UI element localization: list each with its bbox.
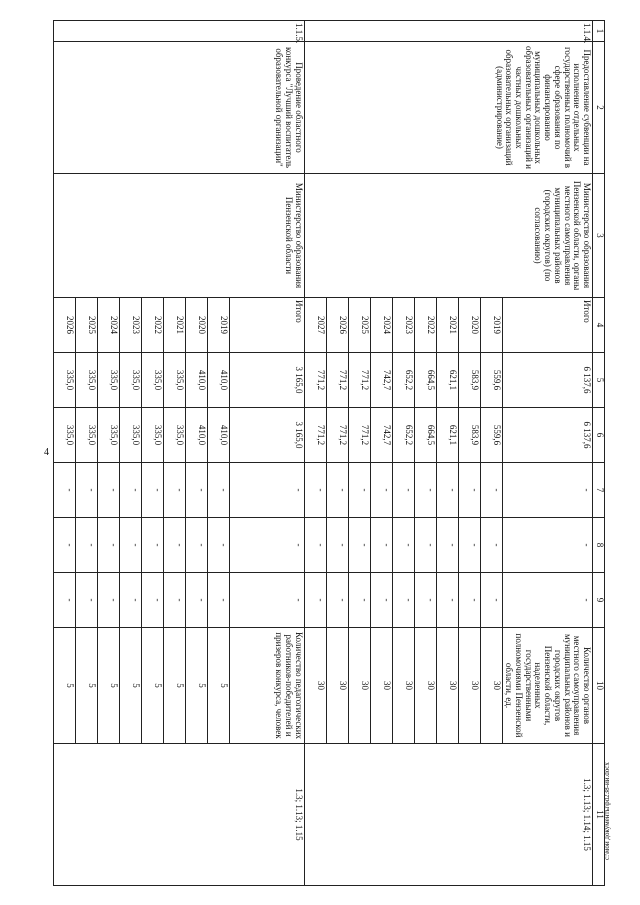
value-c9: - bbox=[119, 573, 141, 628]
total-c7: - bbox=[502, 463, 592, 518]
value-c5: 771,2 bbox=[326, 353, 348, 408]
page-number: 4 bbox=[44, 447, 49, 458]
value-c8: - bbox=[207, 518, 229, 573]
value-c7: - bbox=[480, 463, 502, 518]
value-c10: 30 bbox=[304, 628, 326, 744]
column-number: 10 bbox=[593, 628, 605, 744]
activity-name: Проведение областного конкурса "Лучший воспитатель образовательной организации" bbox=[53, 42, 304, 174]
value-c5: 410,0 bbox=[207, 353, 229, 408]
column-number: 3 bbox=[593, 174, 605, 298]
value-c6: 771,2 bbox=[348, 408, 370, 463]
indicator-name: Количество органов местного самоуправления муниципальных районов и городских округов Пензенской области, наделенных государственными полномочиями Пензенской области, ед. bbox=[502, 628, 592, 744]
activity-number: 1.1.5. bbox=[53, 21, 304, 42]
year-cell: 2024 bbox=[97, 298, 119, 353]
value-c7: - bbox=[348, 463, 370, 518]
value-c8: - bbox=[97, 518, 119, 573]
value-c10: 30 bbox=[458, 628, 480, 744]
value-c10: 30 bbox=[348, 628, 370, 744]
value-c7: - bbox=[207, 463, 229, 518]
year-cell: 2022 bbox=[141, 298, 163, 353]
total-c9: - bbox=[502, 573, 592, 628]
value-c5: 335,0 bbox=[75, 353, 97, 408]
value-c5: 335,0 bbox=[53, 353, 75, 408]
value-c9: - bbox=[75, 573, 97, 628]
value-c10: 30 bbox=[370, 628, 392, 744]
value-c6: 771,2 bbox=[304, 408, 326, 463]
total-c5: 3 165,0 bbox=[229, 353, 304, 408]
year-cell: 2020 bbox=[458, 298, 480, 353]
value-c7: - bbox=[436, 463, 458, 518]
value-c5: 583,9 bbox=[458, 353, 480, 408]
value-c7: - bbox=[185, 463, 207, 518]
value-c10: 5 bbox=[53, 628, 75, 744]
total-c7: - bbox=[229, 463, 304, 518]
value-c6: 742,7 bbox=[370, 408, 392, 463]
value-c6: 559,6 bbox=[480, 408, 502, 463]
value-c5: 335,0 bbox=[141, 353, 163, 408]
year-cell: 2023 bbox=[392, 298, 414, 353]
column-number: 8 bbox=[593, 518, 605, 573]
value-c7: - bbox=[326, 463, 348, 518]
column-number: 4 bbox=[593, 298, 605, 353]
related-indicators: 1.3; 1.13; 1.14; 1.15 bbox=[304, 744, 592, 886]
value-c5: 771,2 bbox=[304, 353, 326, 408]
year-cell: 2025 bbox=[75, 298, 97, 353]
value-c10: 5 bbox=[185, 628, 207, 744]
activity-number: 1.1.4. bbox=[304, 21, 592, 42]
value-c6: 664,5 bbox=[414, 408, 436, 463]
value-c10: 5 bbox=[141, 628, 163, 744]
program-activities-table bbox=[53, 20, 605, 886]
value-c10: 30 bbox=[480, 628, 502, 744]
value-c5: 335,0 bbox=[163, 353, 185, 408]
value-c8: - bbox=[75, 518, 97, 573]
column-number: 11 bbox=[593, 744, 605, 886]
value-c7: - bbox=[370, 463, 392, 518]
year-cell: 2025 bbox=[348, 298, 370, 353]
value-c5: 559,6 bbox=[480, 353, 502, 408]
year-cell: 2021 bbox=[436, 298, 458, 353]
value-c10: 5 bbox=[97, 628, 119, 744]
value-c7: - bbox=[53, 463, 75, 518]
total-c6: 3 165,0 bbox=[229, 408, 304, 463]
value-c9: - bbox=[304, 573, 326, 628]
year-cell: 2027 bbox=[304, 298, 326, 353]
value-c5: 652,2 bbox=[392, 353, 414, 408]
value-c10: 5 bbox=[75, 628, 97, 744]
value-c9: - bbox=[370, 573, 392, 628]
year-cell: 2024 bbox=[370, 298, 392, 353]
column-number: 5 bbox=[593, 353, 605, 408]
value-c9: - bbox=[141, 573, 163, 628]
activity-executor: Министерство образования Пензенской области bbox=[53, 174, 304, 298]
value-c7: - bbox=[414, 463, 436, 518]
value-c9: - bbox=[53, 573, 75, 628]
value-c8: - bbox=[53, 518, 75, 573]
value-c7: - bbox=[392, 463, 414, 518]
value-c9: - bbox=[480, 573, 502, 628]
value-c8: - bbox=[392, 518, 414, 573]
value-c9: - bbox=[436, 573, 458, 628]
total-c8: - bbox=[502, 518, 592, 573]
value-c8: - bbox=[436, 518, 458, 573]
value-c8: - bbox=[141, 518, 163, 573]
value-c8: - bbox=[370, 518, 392, 573]
value-c5: 742,7 bbox=[370, 353, 392, 408]
value-c7: - bbox=[304, 463, 326, 518]
value-c9: - bbox=[392, 573, 414, 628]
total-label: Итого bbox=[502, 298, 592, 353]
year-cell: 2019 bbox=[207, 298, 229, 353]
value-c8: - bbox=[348, 518, 370, 573]
year-cell: 2026 bbox=[53, 298, 75, 353]
column-number: 1 bbox=[593, 21, 605, 42]
footer-file-path: c:\мои документы\pd238-ии.docx bbox=[603, 762, 611, 860]
column-number: 6 bbox=[593, 408, 605, 463]
value-c8: - bbox=[185, 518, 207, 573]
value-c5: 771,2 bbox=[348, 353, 370, 408]
value-c8: - bbox=[119, 518, 141, 573]
value-c6: 621,1 bbox=[436, 408, 458, 463]
value-c6: 583,9 bbox=[458, 408, 480, 463]
value-c9: - bbox=[414, 573, 436, 628]
value-c10: 30 bbox=[436, 628, 458, 744]
value-c8: - bbox=[414, 518, 436, 573]
value-c10: 30 bbox=[392, 628, 414, 744]
value-c7: - bbox=[458, 463, 480, 518]
value-c5: 410,0 bbox=[185, 353, 207, 408]
value-c5: 335,0 bbox=[119, 353, 141, 408]
value-c10: 5 bbox=[207, 628, 229, 744]
value-c6: 335,0 bbox=[53, 408, 75, 463]
column-number: 7 bbox=[593, 463, 605, 518]
value-c7: - bbox=[97, 463, 119, 518]
value-c6: 335,0 bbox=[75, 408, 97, 463]
total-c6: 6 137,6 bbox=[502, 408, 592, 463]
column-number: 2 bbox=[593, 42, 605, 174]
value-c9: - bbox=[326, 573, 348, 628]
year-cell: 2022 bbox=[414, 298, 436, 353]
value-c6: 652,2 bbox=[392, 408, 414, 463]
table-body bbox=[53, 21, 604, 886]
year-cell: 2020 bbox=[185, 298, 207, 353]
value-c10: 30 bbox=[326, 628, 348, 744]
value-c10: 5 bbox=[163, 628, 185, 744]
total-c5: 6 137,6 bbox=[502, 353, 592, 408]
value-c10: 5 bbox=[119, 628, 141, 744]
value-c5: 621,1 bbox=[436, 353, 458, 408]
value-c6: 335,0 bbox=[141, 408, 163, 463]
value-c10: 30 bbox=[414, 628, 436, 744]
year-cell: 2019 bbox=[480, 298, 502, 353]
value-c6: 335,0 bbox=[97, 408, 119, 463]
value-c6: 771,2 bbox=[326, 408, 348, 463]
value-c7: - bbox=[141, 463, 163, 518]
value-c9: - bbox=[348, 573, 370, 628]
value-c8: - bbox=[304, 518, 326, 573]
indicator-name: Количество педагогических работников-победителей и призеров конкурса, человек bbox=[229, 628, 304, 744]
value-c9: - bbox=[185, 573, 207, 628]
value-c5: 664,5 bbox=[414, 353, 436, 408]
value-c9: - bbox=[207, 573, 229, 628]
value-c9: - bbox=[458, 573, 480, 628]
value-c5: 335,0 bbox=[97, 353, 119, 408]
value-c9: - bbox=[97, 573, 119, 628]
total-c9: - bbox=[229, 573, 304, 628]
value-c8: - bbox=[480, 518, 502, 573]
value-c7: - bbox=[119, 463, 141, 518]
total-c8: - bbox=[229, 518, 304, 573]
activity-executor: Министерство образования Пензенской области, органы местного самоуправления муниципальных районов (городских округов) (по согласованию) bbox=[304, 174, 592, 298]
activity-row bbox=[229, 21, 304, 886]
column-number: 9 bbox=[593, 573, 605, 628]
value-c7: - bbox=[75, 463, 97, 518]
year-cell: 2021 bbox=[163, 298, 185, 353]
total-label: Итого bbox=[229, 298, 304, 353]
value-c6: 335,0 bbox=[163, 408, 185, 463]
year-cell: 2026 bbox=[326, 298, 348, 353]
value-c8: - bbox=[326, 518, 348, 573]
year-cell: 2023 bbox=[119, 298, 141, 353]
related-indicators: 1.3; 1.13; 1.15 bbox=[53, 744, 304, 886]
value-c6: 410,0 bbox=[207, 408, 229, 463]
rotated-table-container bbox=[64, 20, 605, 885]
value-c8: - bbox=[458, 518, 480, 573]
value-c8: - bbox=[163, 518, 185, 573]
value-c7: - bbox=[163, 463, 185, 518]
activity-row bbox=[502, 21, 592, 886]
value-c6: 335,0 bbox=[119, 408, 141, 463]
column-numbers-row bbox=[593, 21, 605, 886]
value-c9: - bbox=[163, 573, 185, 628]
activity-name: Предоставление субвенции на исполнение отдельных государственных полномочий в сфере образования по финансированию муниципальных дошкольных образовательных организаций и частных дошкольных образовательных организаций (администрирование) bbox=[304, 42, 592, 174]
value-c6: 410,0 bbox=[185, 408, 207, 463]
